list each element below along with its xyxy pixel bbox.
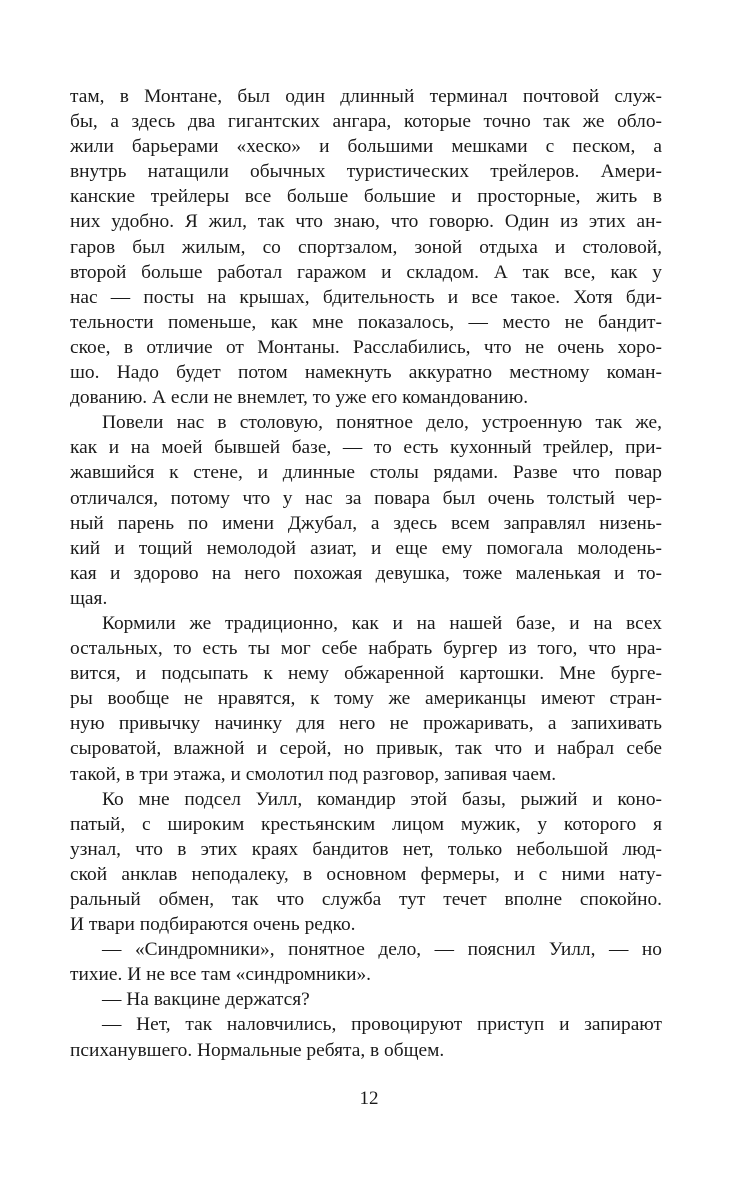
page-number: 12 xyxy=(359,1088,379,1109)
text-line: бы, а здесь два гигантских ангара, которые точно так же обло- xyxy=(70,111,662,133)
text-line: отличался, потому что у нас за повара был очень толстый чер- xyxy=(70,487,662,509)
text-line: ры вообще не нравятся, к тому же американцы имеют стран- xyxy=(70,688,662,710)
text-line: ское, в отличие от Монтаны. Расслабились, что не очень хоро- xyxy=(70,336,662,358)
text-line: — На вакцине держатся? xyxy=(102,989,310,1011)
text-line: кий и тощий немолодой азиат, и еще ему помогала молодень- xyxy=(70,537,662,559)
text-line: узнал, что в этих краях бандитов нет, только небольшой люд- xyxy=(70,838,662,860)
page-text-body xyxy=(70,84,662,1063)
text-line: второй больше работал гаражом и складом. А так все, как у xyxy=(70,261,662,283)
text-line: такой, в три этажа, и смолотил под разговор, запивая чаем. xyxy=(70,763,557,785)
text-line: щая. xyxy=(70,587,108,609)
text-line: внутрь натащили обычных туристических трейлеров. Амери- xyxy=(70,161,662,183)
text-line: кая и здорово на него похожая девушка, тоже маленькая и то- xyxy=(70,562,662,584)
text-line: сыроватой, влажной и серой, но привык, так что и набрал себе xyxy=(70,738,662,760)
text-line: шо. Надо будет потом намекнуть аккуратно местному коман- xyxy=(70,362,662,384)
text-line: дованию. А если не внемлет, то уже его командованию. xyxy=(70,387,529,409)
text-line: там, в Монтане, был один длинный терминал почтовой служ- xyxy=(70,86,662,107)
text-line: канские трейлеры все больше большие и просторные, жить в xyxy=(70,186,662,208)
text-line: гаров был жилым, со спортзалом, зоной отдыха и столовой, xyxy=(70,236,662,258)
paragraph xyxy=(70,937,662,987)
text-line: Кормили же традиционно, как и на нашей базе, и на всех xyxy=(102,612,662,634)
paragraph xyxy=(70,1012,662,1062)
text-line: как и на моей бывшей базе, — то есть кухонный трейлер, при- xyxy=(70,437,662,459)
text-line: патый, с широким крестьянским лицом мужик, у которого я xyxy=(70,813,662,835)
text-line: жавшийся к стене, и длинные столы рядами. Разве что повар xyxy=(70,462,662,484)
text-line: жили барьерами «хеско» и большими мешками с песком, а xyxy=(70,136,662,158)
paragraph xyxy=(70,987,662,1012)
text-line: нас — посты на крышах, бдительность и все такое. Хотя бди- xyxy=(70,286,662,308)
text-line: вится, и подсыпать к нему обжаренной картошки. Мне бурге- xyxy=(70,663,662,685)
text-line: ный парень по имени Джубал, а здесь всем заправлял низень- xyxy=(70,512,662,534)
text-line: Ко мне подсел Уилл, командир этой базы, рыжий и коно- xyxy=(102,788,662,810)
paragraph xyxy=(70,410,662,611)
text-line: И твари подбираются очень редко. xyxy=(70,914,356,936)
text-line: ской анклав неподалеку, в основном фермеры, и с ними нату- xyxy=(70,863,662,885)
text-line: тельности поменьше, как мне показалось, — место не бандит- xyxy=(70,311,662,333)
text-line: тихие. И не все там «синдромники». xyxy=(70,964,371,986)
paragraph xyxy=(70,611,662,787)
paragraph xyxy=(70,787,662,938)
text-line: — Нет, так наловчились, провоцируют приступ и запирают xyxy=(102,1014,662,1036)
text-line: Повели нас в столовую, понятное дело, устроенную так же, xyxy=(102,412,662,434)
text-line: остальных, то есть ты мог себе набрать бургер из того, что нра- xyxy=(70,638,662,660)
text-line: них удобно. Я жил, так что знаю, что говорю. Один из этих ан- xyxy=(70,211,662,233)
text-line: ральный обмен, так что служба тут течет вполне спокойно. xyxy=(70,889,662,910)
text-line: ную привычку начинку для него не прожаривать, а запихивать xyxy=(70,713,662,735)
text-line: — «Синдромники», понятное дело, — пояснил Уилл, — но xyxy=(102,939,662,961)
paragraph xyxy=(70,84,662,410)
text-line: психанувшего. Нормальные ребята, в общем. xyxy=(70,1039,445,1061)
